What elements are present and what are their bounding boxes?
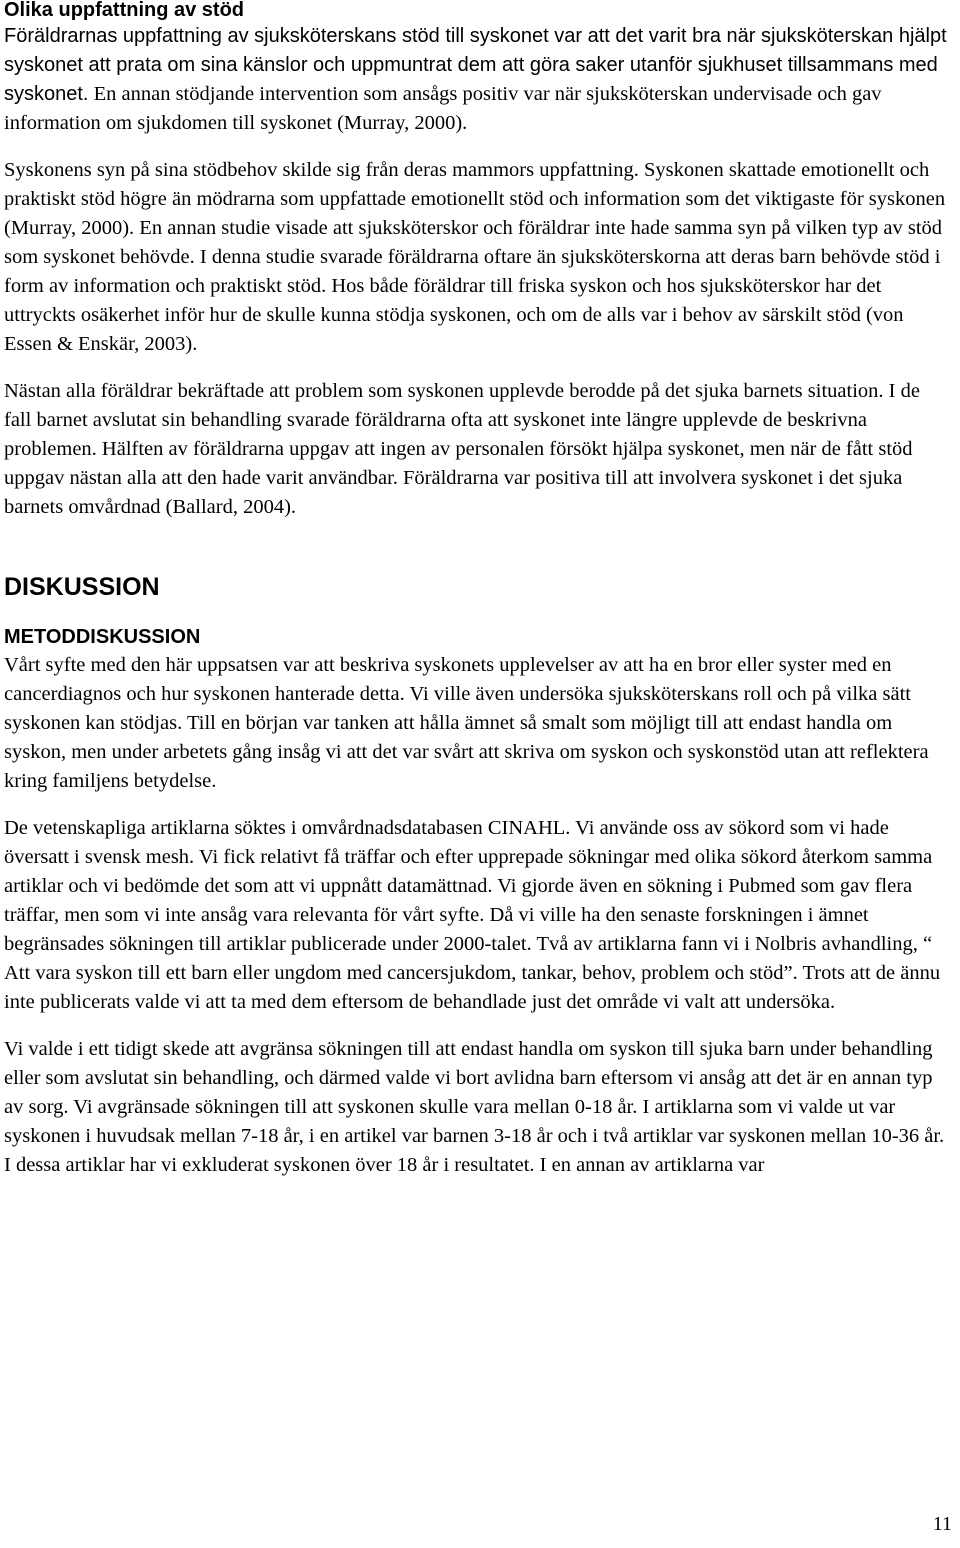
- paragraph-purpose: Vårt syfte med den här uppsatsen var att beskriva syskonets upplevelser av att ha en bror eller syster med en cancerdiagnos och hur syskonen hanterade detta. Vi ville även undersöka sjuksköterskans roll och på vilka sätt syskonen kan stödjas. Till en början var tanken att hålla ämnet så smalt som möjligt till att endast handla om syskon, men under arbetets gång insåg vi att det var svårt att skriva om syskon och syskonstöd utan att reflektera kring familjens betydelse.: [4, 654, 929, 792]
- method-discussion-title: METODDISKUSSION: [4, 626, 201, 648]
- paragraph-delimitation: Vi valde i ett tidigt skede att avgränsa sökningen till att endast handla om syskon till sjuka barn under behandling eller som avslutat sin behandling, och därmed valde vi bort avlidna barn eftersom vi ansåg att det är en annan typ av sorg. Vi avgränsade sökningen till att syskonen skulle vara mellan 0-18 år. I artiklarna som vi valde ut var syskonen i huvudsak mellan 7-18 år, i en artikel var barnen 3-18 år och i två artiklar var syskonen mellan 10-36 år. I dessa artiklar har vi exkluderat syskonen över 18 år i resultatet. I en annan av artiklarna var: [4, 1038, 945, 1176]
- paragraph-parents-confirmation: Nästan alla föräldrar bekräftade att problem som syskonen upplevde berodde på det sjuka barnets situation. I de fall barnet avslutat sin behandling svarade föräldrarna ofta att syskonet inte längre upplevde de beskrivna problemen. Hälften av föräldrarna uppgav att ingen av personalen försökt hjälpa syskonet, men när de fått stöd uppgav nästan alla att den hade varit användbar. Föräldrarna var positiva till att involvera syskonet i det sjuka barnets omvårdnad (Ballard, 2004).: [4, 380, 920, 518]
- paragraph-parent-perception-start: Föräldrarnas uppfattning av sjuksköterskans stöd till syskonet var att det varit bra när sjuksköterskan hjälpt syskonet att prata om sina känslor och uppmuntrat dem att göra saker utanför sjukhuset tillsammans med syskonet.: [4, 25, 947, 105]
- paragraph-parent-perception: [4, 22, 956, 138]
- section-heading: Olika uppfattning av stöd: [4, 0, 245, 21]
- paragraph-search-method: De vetenskapliga artiklarna söktes i omvårdnadsdatabasen CINAHL. Vi använde oss av sökord som vi hade översatt i svensk mesh. Vi fick relativt få träffar och efter upprepade sökningar med olika sökord återkom samma artiklar och vi bedömde det som att vi uppnått datamättnad. Vi gjorde även en sökning i Pubmed som gav flera träffar, men som vi inte ansåg vara relevanta för vårt syfte. Då vi ville ha den senaste forskningen i ämnet begränsades sökningen till artiklar publicerade under 2000-talet. Två av artiklarna fann vi i Nolbris avhandling, “ Att vara syskon till ett barn eller ungdom med cancersjukdom, tankar, behov, problem och stöd”. Trots att de ännu inte publicerats valde vi att ta med dem eftersom de behandlade just det område vi valt att undersöka.: [4, 817, 941, 1013]
- paragraph-sibling-needs: Syskonens syn på sina stödbehov skilde sig från deras mammors uppfattning. Syskonen skattade emotionellt och praktiskt stöd högre än mödrarna som uppfattade emotionellt stöd och information som det viktigaste för syskonen (Murray, 2000). En annan studie visade att sjuksköterskor och föräldrar inte hade samma syn på vilken typ av stöd som syskonet behövde. I denna studie svarade föräldrarna oftare än sjuksköterskorna att deras barn behövde stöd i form av information och praktiskt stöd. Hos både föräldrar till friska syskon och hos sjuksköterskor har det uttryckts osäkerhet inför hur de skulle kunna stödja syskonen, och om de alls var i behov av särskilt stöd (von Essen & Enskär, 2003).: [4, 159, 946, 355]
- page-number: 11: [932, 1513, 952, 1535]
- paragraph-parent-perception-end: En annan stödjande intervention som ansågs positiv var när sjuksköterskan undervisade och gav information om sjukdomen till syskonet (Murray, 2000).: [4, 83, 882, 134]
- discussion-title: DISKUSSION: [4, 573, 160, 601]
